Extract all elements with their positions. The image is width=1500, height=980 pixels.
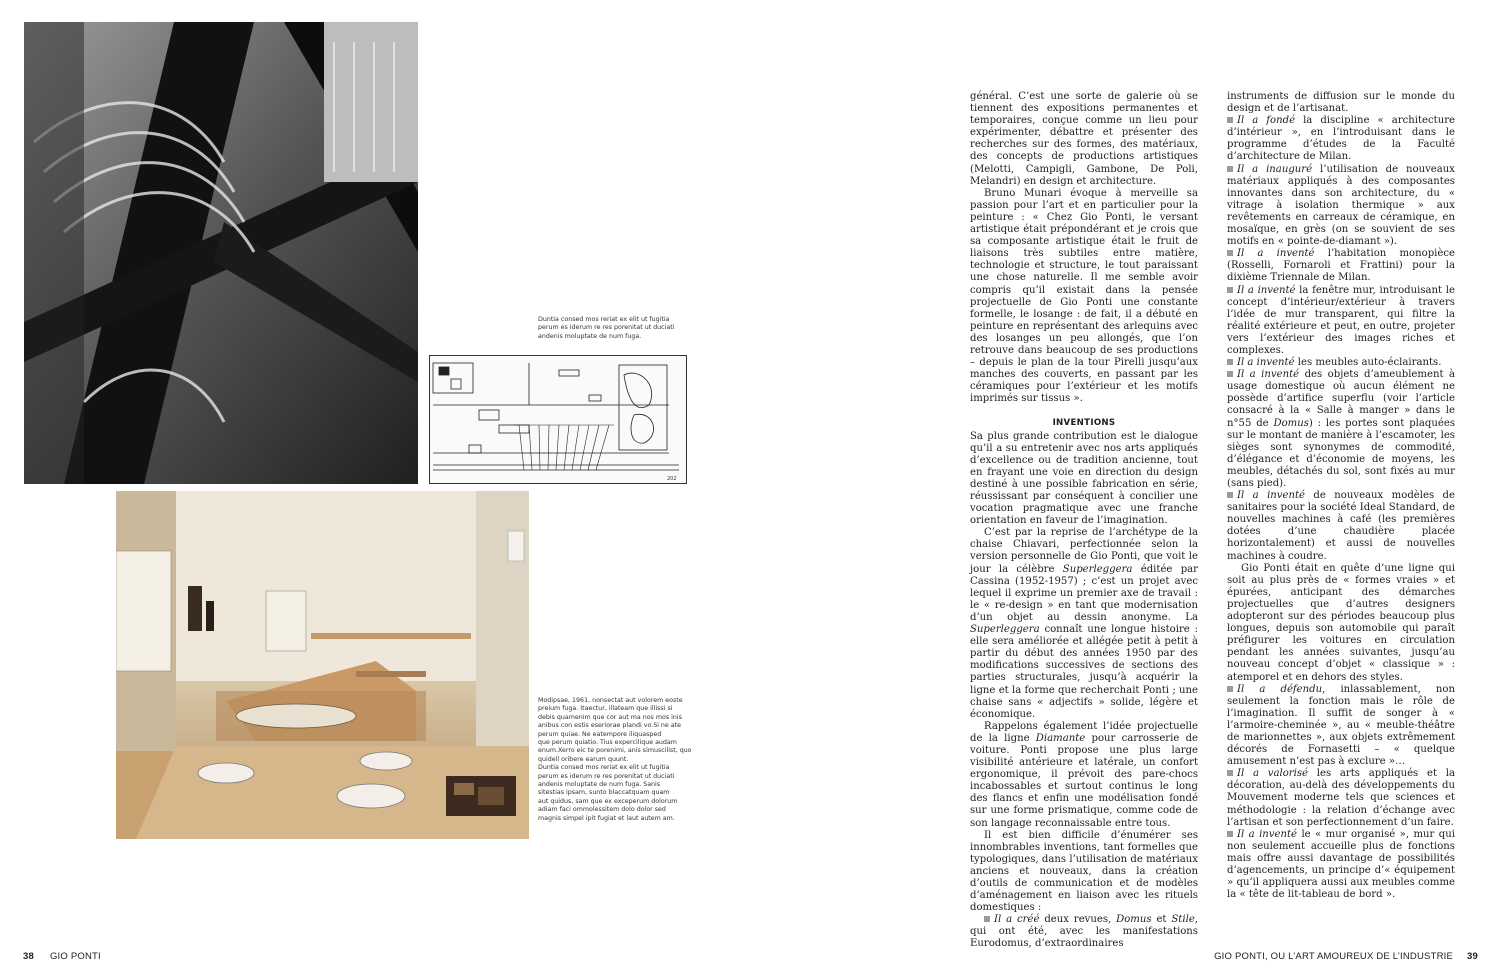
paragraph: Rappelons également l’idée projectuelle de la ligne Diamante pour carrosserie de voiture. Ponti propose une plus large visibilité antérieure et latérale, un confort ergonomique, il prévoit des pare-chocs incabossables et surtout continus le long des flancs et enfin une modélisation fondé sur une forme prismatique, comme code de son langage reconnaissable entre tous. bbox=[970, 720, 1199, 829]
bullet-square-icon bbox=[1227, 686, 1233, 692]
bullet-item: Il a inauguré l’utilisation de nouveaux matériaux appliqués à des composantes innovantes dans son architecture, du « vitrage à isolation thermique » aux revêtements en carreaux de céramique, en mosaïque, en grès (on se souvient de ses motifs en « pointe-de-diamant »). bbox=[1227, 163, 1455, 248]
bullet-square-icon bbox=[1227, 492, 1233, 498]
bullet-square-icon bbox=[1227, 770, 1233, 776]
bullet-item: Il a valorisé les arts appliqués et la décoration, au-delà des développements du Mouvement moderne tels que sciences et méthodologie : la relation d’échange avec l’artisan et son perfectionnement d’un faire. bbox=[1227, 768, 1455, 828]
bullet-item: Il a créé deux revues, Domus et Stile, qui ont été, avec les manifestations Eurodomus, d’extraordinaires bbox=[970, 914, 1199, 950]
floor-plan-drawing bbox=[429, 355, 687, 484]
bullet-item: Il a inventé l’habitation monopièce (Rosselli, Fornaroli et Frattini) pour la dixième Triennale de Milan. bbox=[1227, 248, 1455, 284]
paragraph: Il est bien difficile d’énumérer ses innombrables inventions, tant formelles que typologiques, dans l’utilisation de matériaux anciens et nouveaux, dans la création d’outils de communication et de modèles d’aménagement en liaison avec les rituels domestiques : bbox=[970, 829, 1198, 914]
paragraph: Gio Ponti était en quête d’une ligne qui soit au plus près de « formes vraies » et épurées, anticipant des démarches projectuelles que d’autres designers adopteront sur des périodes beaucoup plus longues, depuis son automobile qui paraît préfigurer les voitures en circulation pendant les années suivantes, jusqu’au nouveau concept d’objet « classique » : atemporel et en dehors des styles. bbox=[1227, 562, 1455, 683]
paragraph: instruments de diffusion sur le monde du design et de l’artisanat. bbox=[1227, 91, 1455, 115]
bullet-item: Il a inventé de nouveaux modèles de sanitaires pour la société Ideal Standard, de nouvelles machines à café (les premières dotées d’une chaudière placée horizontalement) et aussi de nouvelles machines à coudre. bbox=[1227, 490, 1455, 562]
folio-left bbox=[23, 951, 101, 962]
paragraph: général. C’est une sorte de galerie où se tiennent des expositions permanentes et temporaires, conçue comme un lieu pour expérimenter, débattre et présenter des recherches sur des formes, des matériaux, des concepts de productions artistiques (Melotti, Campigli, Gambone, De Poli, Melandri) en design et architecture. bbox=[970, 91, 1198, 187]
page-number-left: 38 bbox=[23, 951, 34, 962]
folio-right bbox=[1214, 951, 1478, 962]
bullet-square-icon bbox=[1227, 250, 1233, 256]
staircase-photo bbox=[24, 22, 418, 484]
plan-caption: Duntia consed mos reriat ex elit ut fugitia perum es iderum re res porenitat ut duciati andenis moluptate de num fuga. bbox=[538, 316, 675, 340]
bullet-item: Il a fondé la discipline « architecture d’intérieur », en l’introduisant dans le programme d’études de la Faculté d’architecture de Milan. bbox=[1227, 115, 1455, 163]
bullet-square-icon bbox=[1227, 166, 1233, 172]
bullet-square-icon bbox=[1227, 359, 1233, 365]
bullet-square-icon bbox=[1227, 371, 1233, 377]
room-caption: Modipsae, 1961, nonsectat aut volorem eoste preium fuga. Itaectur, illateam que illissi si debis quamenim que cor aut ma nos mos inis anibus con estis eseriorae plandi vo.Si ne ate perum quiae. Ne eatempore iliquasped que perum quiatio. Tius expercilique audam enum.Xerro eic te porenimi, anis simuscilist, quo quidell oribere earum quunt. Duntia consed mos reriat ex elit ut fugitia perum es iderum re res porenitat ut duciati andenis moluptate de num fuga. Sanis sitestias ipsam, sunto blaccatquam quam aut quidus, sam que ex exceperum dolorum adiam faci ommolessitem dolo dolor sed magnis simpel ipit fugiat et laut autem am. bbox=[538, 697, 692, 822]
bullet-square-icon bbox=[1227, 831, 1233, 837]
paragraph: Bruno Munari évoque à merveille sa passion pour l’art et en particulier pour la peinture : « Chez Gio Ponti, le versant artistique était prépondérant et je crois que sa composante artistique était le fruit de liaisons très subtiles entre matière, technologie et structure, le tout paraissant une chose naturelle. Il me semble avoir compris qu’il existait dans la pensée projectuelle de Gio Ponti une constante formelle, le losange : de fait, il a débuté en peinture en représentant des arlequins avec des losanges un peu allongés, que l’on retrouve dans beaucoup de ses productions – depuis le plan de la tour Pirelli jusqu’aux manches des couverts, en passant par les céramiques pour l’extérieur et les motifs imprimés sur tissus ». bbox=[970, 187, 1198, 405]
bullet-square-icon bbox=[984, 916, 990, 922]
bullet-item: Il a inventé les meubles auto-éclairants. bbox=[1227, 357, 1455, 369]
text-column-1 bbox=[970, 91, 1198, 951]
bullet-square-icon bbox=[1227, 117, 1233, 123]
page-number-right: 39 bbox=[1467, 951, 1478, 962]
section-heading: INVENTIONS bbox=[1052, 418, 1116, 429]
paragraph: Sa plus grande contribution est le dialogue qu’il a su entretenir avec nos arts appliqués d’excellence ou de tradition ancienne, tout en frayant une voie en direction du design destiné à une possible fabrication en série, réussissant par conséquent à concilier une vocation pragmatique avec une franche orientation en faveur de l’imagination. bbox=[970, 430, 1198, 527]
bullet-square-icon bbox=[1227, 287, 1233, 293]
running-head-right: GIO PONTI, OU L’ART AMOUREUX DE L’INDUSTRIE bbox=[1214, 951, 1454, 962]
plan-label: 202 bbox=[667, 476, 677, 482]
bullet-item: Il a inventé la fenêtre mur, introduisant le concept d’intérieur/extérieur à travers l’idée de mur transparent, qui filtre la réalité extérieure et peut, en outre, projeter vers l’extérieur des images riches et complexes. bbox=[1227, 284, 1455, 356]
bullet-item: Il a inventé des objets d’ameublement à usage domestique où aucun élément ne possède d’artifice superflu (voir l’article consacré à la « Salle à manger » dans le n°55 de Domus) : les portes sont plaquées sur le montant de manière à l’escamoter, les sièges sont synonymes de commodité, d’élégance et d’économie de moyens, les meubles, détachés du sol, sont fixés au mur (sans pied). bbox=[1227, 369, 1455, 489]
text-column-2 bbox=[1227, 91, 1455, 901]
running-head-left: GIO PONTI bbox=[49, 951, 101, 962]
bullet-item: Il a inventé le « mur organisé », mur qui non seulement accueille plus de fonctions mais offre aussi davantage de possibilités d’agencements, un principe d’« équipement » qu’il appliquera aussi aux meubles comme la « tête de lit-tableau de bord ». bbox=[1227, 828, 1455, 901]
bullet-item: Il a défendu, inlassablement, non seulement la fonction mais le rôle de l’imagination. Il suffit de songer à « l’armoire-cheminée », au « meuble-théâtre de marionnettes », aux objets extrêmement décorés de Fornasetti – « quelque amusement n’est pas à exclure »… bbox=[1227, 683, 1455, 768]
interior-room-photo bbox=[116, 491, 529, 839]
paragraph: C’est par la reprise de l’archétype de la chaise Chiavari, perfectionnée selon la version personnelle de Gio Ponti, que voit le jour la célèbre Superleggera éditée par Cassina (1952-1957) ; c’est un projet avec lequel il exprime un premier axe de travail : le « re-design » en tant que modernisation d’un objet au dessin anonyme. La Superleggera connaît une longue histoire : elle sera améliorée et allégée petit à petit à partir du début des années 1950 par des modifications successives de sections des parties structurales, jusqu’à acquérir la ligne et la forme que recherchait Ponti ; une chaise sans « adjectifs » solide, légère et économique. bbox=[970, 527, 1199, 720]
